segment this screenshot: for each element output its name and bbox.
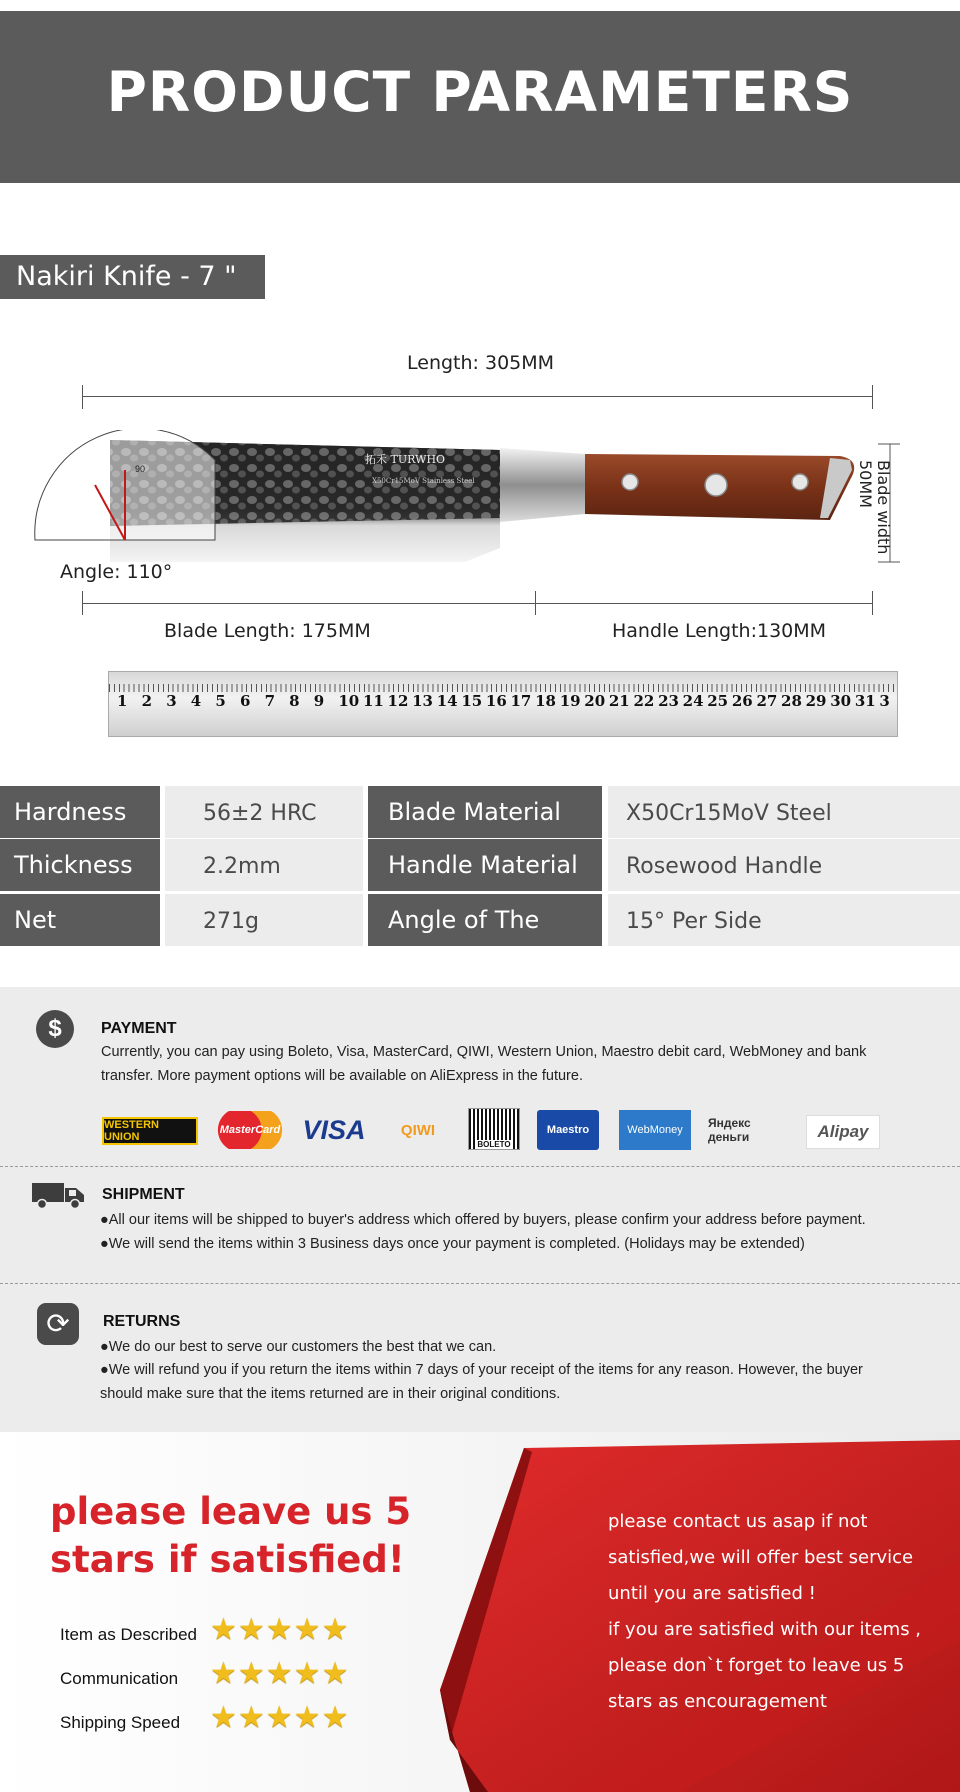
ruler-number: 2 (141, 692, 153, 710)
ruler-number: 10 (338, 692, 360, 710)
mastercard-logo: MasterCard (216, 1111, 284, 1149)
ruler-numbers (117, 692, 897, 714)
returns-title: RETURNS (103, 1313, 181, 1330)
ruler-number: 6 (239, 692, 251, 710)
ruler-number: 1 (117, 692, 128, 710)
ruler-number: 3 (879, 692, 890, 710)
ruler-number: 13 (412, 692, 433, 710)
star-rating-communication: ★★★★★ (210, 1657, 350, 1690)
handle-tick-right (872, 591, 873, 615)
rating-title-line-1: please leave us 5 (50, 1490, 412, 1533)
message-line: satisfied,we will offer best service (608, 1547, 914, 1568)
rating-label-described: Item as Described (60, 1625, 197, 1644)
page-title: PRODUCT PARAMETERS (106, 60, 854, 124)
spec-handle-material-value: Rosewood Handle (608, 839, 960, 891)
truck-icon (32, 1180, 86, 1210)
satisfaction-message (608, 1504, 938, 1720)
spec-edge-angle-label: Angle of The Edge (368, 894, 602, 946)
blade-width-label: Blade width 50MM (856, 460, 893, 555)
ruler-number: 31 (854, 692, 876, 710)
boleto-logo (468, 1108, 520, 1150)
length-label: Length: 305MM (407, 352, 555, 374)
payment-text: Currently, you can pay using Boleto, Visa, MasterCard, QIWI, Western Union, Maestro debit card, WebMoney and bank transfer. More payment options will be available on AliExpress in the future. (101, 1044, 867, 1084)
blade-tick-left (82, 591, 83, 615)
message-line: please don`t forget to leave us 5 (608, 1655, 905, 1676)
ruler-number: 9 (313, 692, 325, 710)
ruler-number: 28 (781, 692, 802, 710)
qiwi-logo: QIWI (400, 1121, 436, 1139)
ruler-number: 29 (805, 692, 827, 710)
rating-label-shipping: Shipping Speed (60, 1713, 181, 1732)
shipment-line-1: ●All our items will be shipped to buyer's address which offered by buyers, please confirm your address before payment. (100, 1212, 866, 1228)
model-name-tag: Nakiri Knife - 7 " (0, 255, 265, 299)
payment-title: PAYMENT (101, 1020, 177, 1037)
ruler-number: 25 (707, 692, 729, 710)
ruler-number: 21 (608, 692, 630, 710)
ruler-number: 17 (510, 692, 532, 710)
spec-blade-material-value: X50Cr15MoV Steel (608, 786, 960, 838)
spec-blade-material-label: Blade Material (368, 786, 602, 838)
spec-hardness-value: 56±2 HRC (165, 786, 363, 838)
ruler (108, 671, 898, 737)
ruler-number: 23 (658, 692, 679, 710)
blade-handle-tick-mid (535, 591, 536, 615)
blade-length-label: Blade Length: 175MM (164, 620, 371, 642)
ruler-number: 12 (387, 692, 409, 710)
returns-line-2: ●We will refund you if you return the items within 7 days of your receipt of the items for any reason. However, the buyer should make sure that the items returned are in their original conditions. (100, 1362, 863, 1402)
star-rating-described: ★★★★★ (210, 1613, 350, 1646)
message-line: until you are satisfied ! (608, 1583, 816, 1604)
message-line: stars as encouragement (608, 1691, 827, 1712)
spec-weight-label: Net Weighet (0, 894, 160, 946)
boleto-text: BOLETO (477, 1140, 511, 1149)
ruler-ticks (109, 684, 897, 692)
shipment-title: SHIPMENT (102, 1186, 185, 1203)
ruler-number: 8 (289, 692, 300, 710)
star-rating-shipping: ★★★★★ (210, 1701, 350, 1734)
rating-request-title (50, 1488, 411, 1584)
ruler-number: 7 (264, 692, 275, 710)
ruler-number: 5 (215, 692, 226, 710)
divider-2 (0, 1283, 960, 1284)
ruler-number: 15 (461, 692, 483, 710)
ruler-number: 4 (190, 692, 202, 710)
dollar-icon: $ (36, 1010, 74, 1048)
ruler-number: 30 (830, 692, 852, 710)
ruler-number: 11 (362, 692, 384, 710)
ruler-number: 19 (559, 692, 581, 710)
rating-label-communication: Communication (60, 1669, 179, 1688)
webmoney-logo: WebMoney (619, 1110, 691, 1150)
brand-logo: 拓禾 TURWHO (365, 453, 446, 466)
spec-handle-material-label: Handle Material (368, 839, 602, 891)
length-tick-left (82, 385, 83, 409)
spec-thickness-label: Thickness (0, 839, 160, 891)
ruler-number: 16 (485, 692, 507, 710)
ruler-number: 3 (166, 692, 177, 710)
visa-logo: VISA (302, 1114, 366, 1145)
spec-edge-angle-value: 15° Per Side (608, 894, 960, 946)
ruler-number: 18 (535, 692, 556, 710)
length-dimension-line (82, 396, 872, 397)
ruler-number: 22 (633, 692, 655, 710)
blade-handle-dimension-line (82, 603, 872, 604)
western-union-logo: WESTERN UNION (102, 1117, 198, 1145)
ruler-number: 27 (756, 692, 778, 710)
yandex-money-logo: Яндекс деньги (708, 1116, 751, 1144)
message-line: if you are satisfied with our items , (608, 1619, 922, 1640)
ruler-number: 26 (731, 692, 753, 710)
steel-mark: X50Cr15MoV Stainless Steel (372, 477, 475, 485)
divider-1 (0, 1166, 960, 1167)
ruler-number: 24 (682, 692, 704, 710)
spec-weight-value: 271g (165, 894, 363, 946)
handle-length-label: Handle Length:130MM (612, 620, 827, 642)
ruler-number: 20 (584, 692, 606, 710)
alipay-logo: Alipay (806, 1115, 880, 1149)
shipment-line-2: ●We will send the items within 3 Business days once your payment is completed. (Holidays may be extended) (100, 1236, 805, 1252)
spec-hardness-label: Hardness (0, 786, 160, 838)
svg-text:90: 90 (135, 464, 146, 474)
length-tick-right (872, 385, 873, 409)
refresh-icon: ⟳ (37, 1303, 79, 1345)
angle-label: Angle: 110° (60, 561, 173, 583)
ruler-number: 14 (436, 692, 458, 710)
returns-line-1: ●We do our best to serve our customers the best that we can. (100, 1339, 497, 1355)
maestro-logo: Maestro (537, 1110, 599, 1150)
spec-thickness-value: 2.2mm (165, 839, 363, 891)
message-line: please contact us asap if not (608, 1511, 868, 1532)
rating-title-line-2: stars if satisfied! (50, 1538, 405, 1581)
